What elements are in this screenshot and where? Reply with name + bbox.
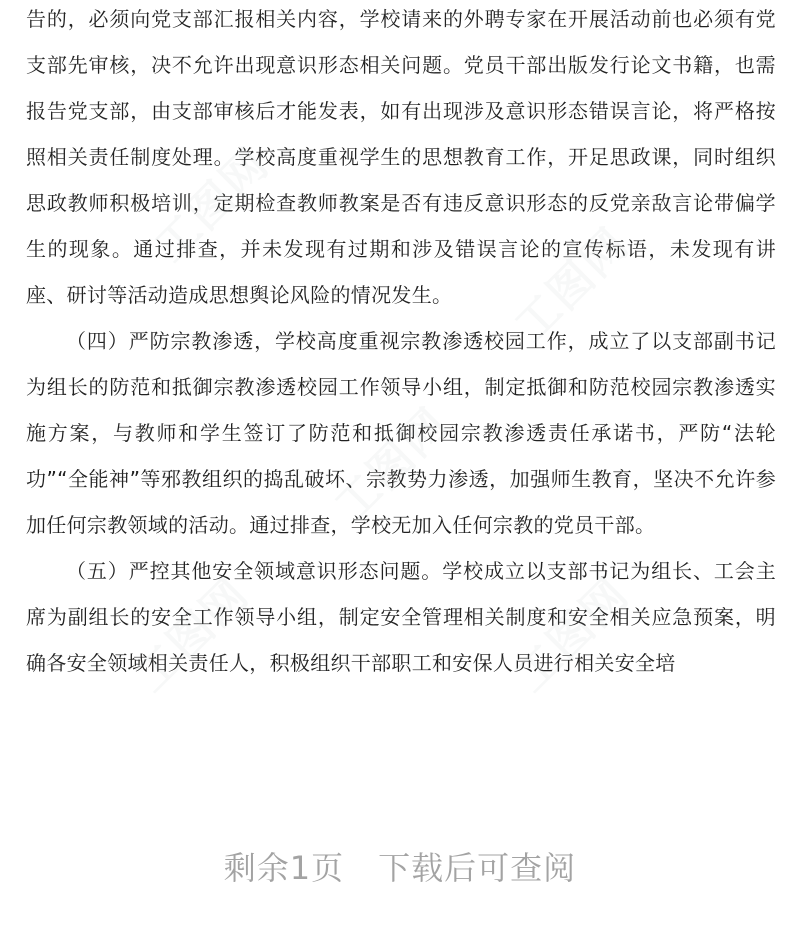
- paragraph-1: 告的，必须向党支部汇报相关内容，学校请来的外聘专家在开展活动前也必须有党支部先审核，决不允许出现意识形态相关问题。党员干部出版发行论文书籍，也需报告党支部，由支部审核后才能发表，如有出现涉及意识形态错误言论，将严格按照相关责任制度处理。学校高度重视学生的思想教育工作，开足思政课，同时组织思政教师积极培训，定期检查教师教案是否有违反意识形态的反党亲敌言论带偏学生的现象。通过排查，并未发现有过期和涉及错误言论的宣传标语，未发现有讲座、研讨等活动造成思想舆论风险的情况发生。: [26, 7, 776, 307]
- remaining-pages-label: 剩余1页: [223, 849, 345, 887]
- watermark: 工图网: [145, 138, 280, 273]
- download-footer: [0, 825, 800, 943]
- watermark: 工图网: [505, 218, 640, 353]
- paragraph-3: （五）严控其他安全领域意识形态问题。学校成立以支部书记为组长、工会主席为副组长的安全工作领导小组，制定安全管理相关制度和安全相关应急预案，明确各安全领域相关责任人，积极组织干部职工和安保人员进行相关安全培: [26, 559, 776, 675]
- watermark: 工图网: [505, 568, 640, 703]
- watermark: 工图网: [325, 398, 460, 533]
- content-fade-overlay: [0, 740, 800, 800]
- download-to-view-label: 下载后可查阅: [378, 849, 577, 887]
- watermark: 工图网: [125, 568, 260, 703]
- paragraph-2: （四）严防宗教渗透，学校高度重视宗教渗透校园工作，成立了以支部副书记为组长的防范和抵御宗教渗透校园工作领导小组，制定抵御和防范校园宗教渗透实施方案，与教师和学生签订了防范和抵御校园宗教渗透责任承诺书，严防“法轮功”“全能神”等邪教组织的捣乱破坏、宗教势力渗透，加强师生教育，坚决不允许参加任何宗教领域的活动。通过排查，学校无加入任何宗教的党员干部。: [26, 329, 776, 537]
- download-prompt-button[interactable]: [0, 843, 800, 889]
